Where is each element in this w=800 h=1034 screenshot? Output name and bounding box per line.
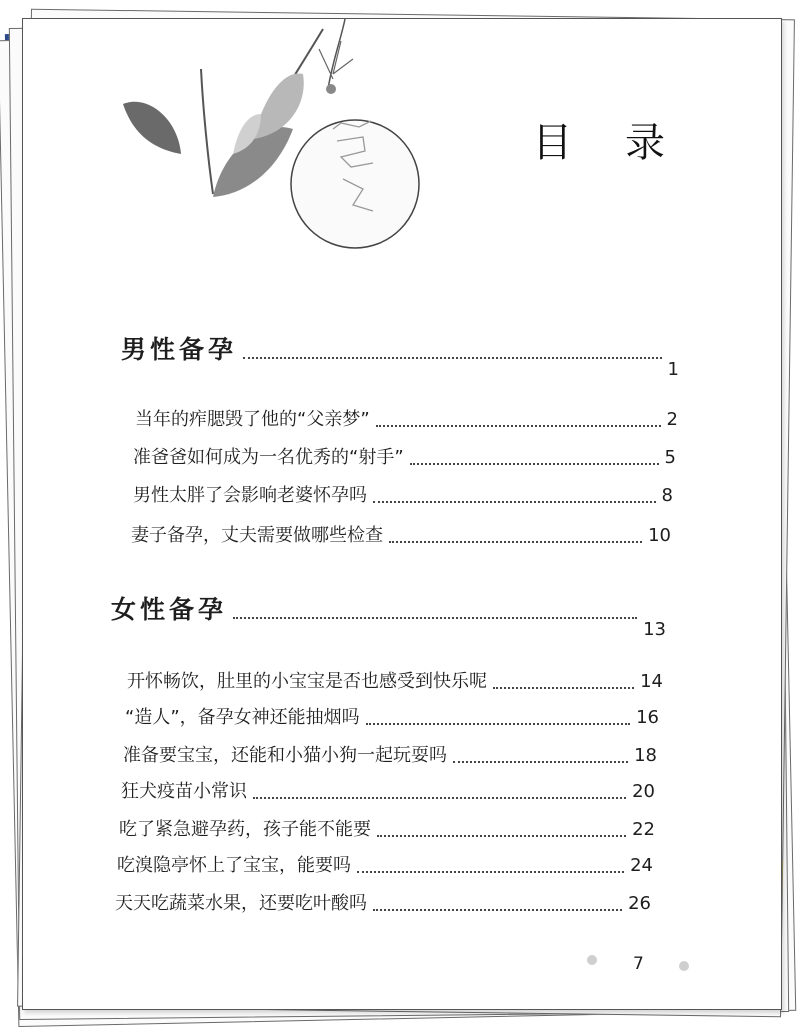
circle-emblem [291, 120, 419, 248]
toc-item[interactable] [133, 447, 676, 469]
toc-item[interactable] [133, 485, 673, 507]
toc-item[interactable] [119, 819, 655, 841]
toc-item-page: 8 [661, 485, 673, 506]
leader-dots [410, 463, 659, 465]
toc-item[interactable] [125, 707, 659, 729]
leader-dots [389, 541, 642, 543]
toc-item-page: 22 [632, 819, 655, 840]
section-title: 男性备孕 [121, 335, 238, 364]
leader-dots [376, 425, 661, 427]
leader-dots [377, 835, 626, 837]
toc-item-page: 14 [640, 671, 663, 692]
toc-item-title: 狂犬疫苗小常识 [121, 781, 247, 802]
section-title: 女性备孕 [111, 595, 228, 624]
toc-item-page: 16 [636, 707, 659, 728]
toc-section-female[interactable] [111, 595, 666, 640]
toc-item-page: 20 [632, 781, 655, 802]
toc-item[interactable] [127, 671, 663, 693]
leader-dots [373, 909, 622, 911]
leader-dots [243, 357, 662, 359]
plant-illustration [23, 19, 443, 259]
decorative-dot [587, 955, 597, 965]
toc-item-title: 吃溴隐亭怀上了宝宝，能要吗 [117, 855, 351, 876]
toc-item[interactable] [121, 781, 655, 803]
toc-page [22, 18, 782, 1010]
toc-item-title: 准爸爸如何成为一名优秀的“射手” [133, 447, 404, 468]
toc-item[interactable] [131, 525, 671, 547]
decorative-dot [679, 961, 689, 971]
page-title: 目 录 [532, 120, 685, 166]
toc-item-page: 18 [634, 745, 657, 766]
leader-dots [453, 761, 628, 763]
toc-item-page: 10 [648, 525, 671, 546]
toc-item[interactable] [117, 855, 653, 877]
toc-item[interactable] [115, 893, 651, 915]
toc-item-page: 2 [666, 409, 678, 430]
toc-item-title: 当年的痄腮毁了他的“父亲梦” [135, 409, 370, 430]
page-number: 7 [633, 954, 644, 974]
toc-item-title: 准备要宝宝，还能和小猫小狗一起玩耍吗 [123, 745, 447, 766]
toc-item-title: 吃了紧急避孕药，孩子能不能要 [119, 819, 371, 840]
toc-section-male[interactable] [121, 335, 679, 380]
toc-item-title: 开怀畅饮，肚里的小宝宝是否也感受到快乐呢 [127, 671, 487, 692]
toc-item-title: 天天吃蔬菜水果，还要吃叶酸吗 [115, 893, 367, 914]
section-page: 13 [643, 619, 666, 640]
toc-item-page: 26 [628, 893, 651, 914]
leader-dots [493, 687, 634, 689]
toc-item-page: 24 [630, 855, 653, 876]
toc-item-title: 男性太胖了会影响老婆怀孕吗 [133, 485, 367, 506]
leader-dots [373, 501, 656, 503]
toc-item-title: “造人”，备孕女神还能抽烟吗 [125, 707, 360, 728]
section-page: 1 [667, 359, 679, 380]
toc-item[interactable] [135, 409, 678, 431]
leader-dots [253, 797, 626, 799]
leader-dots [357, 871, 624, 873]
toc-item-title: 妻子备孕，丈夫需要做哪些检查 [131, 525, 383, 546]
toc-item-page: 5 [664, 447, 676, 468]
toc-item[interactable] [123, 745, 657, 767]
leader-dots [233, 617, 637, 619]
leader-dots [366, 723, 630, 725]
